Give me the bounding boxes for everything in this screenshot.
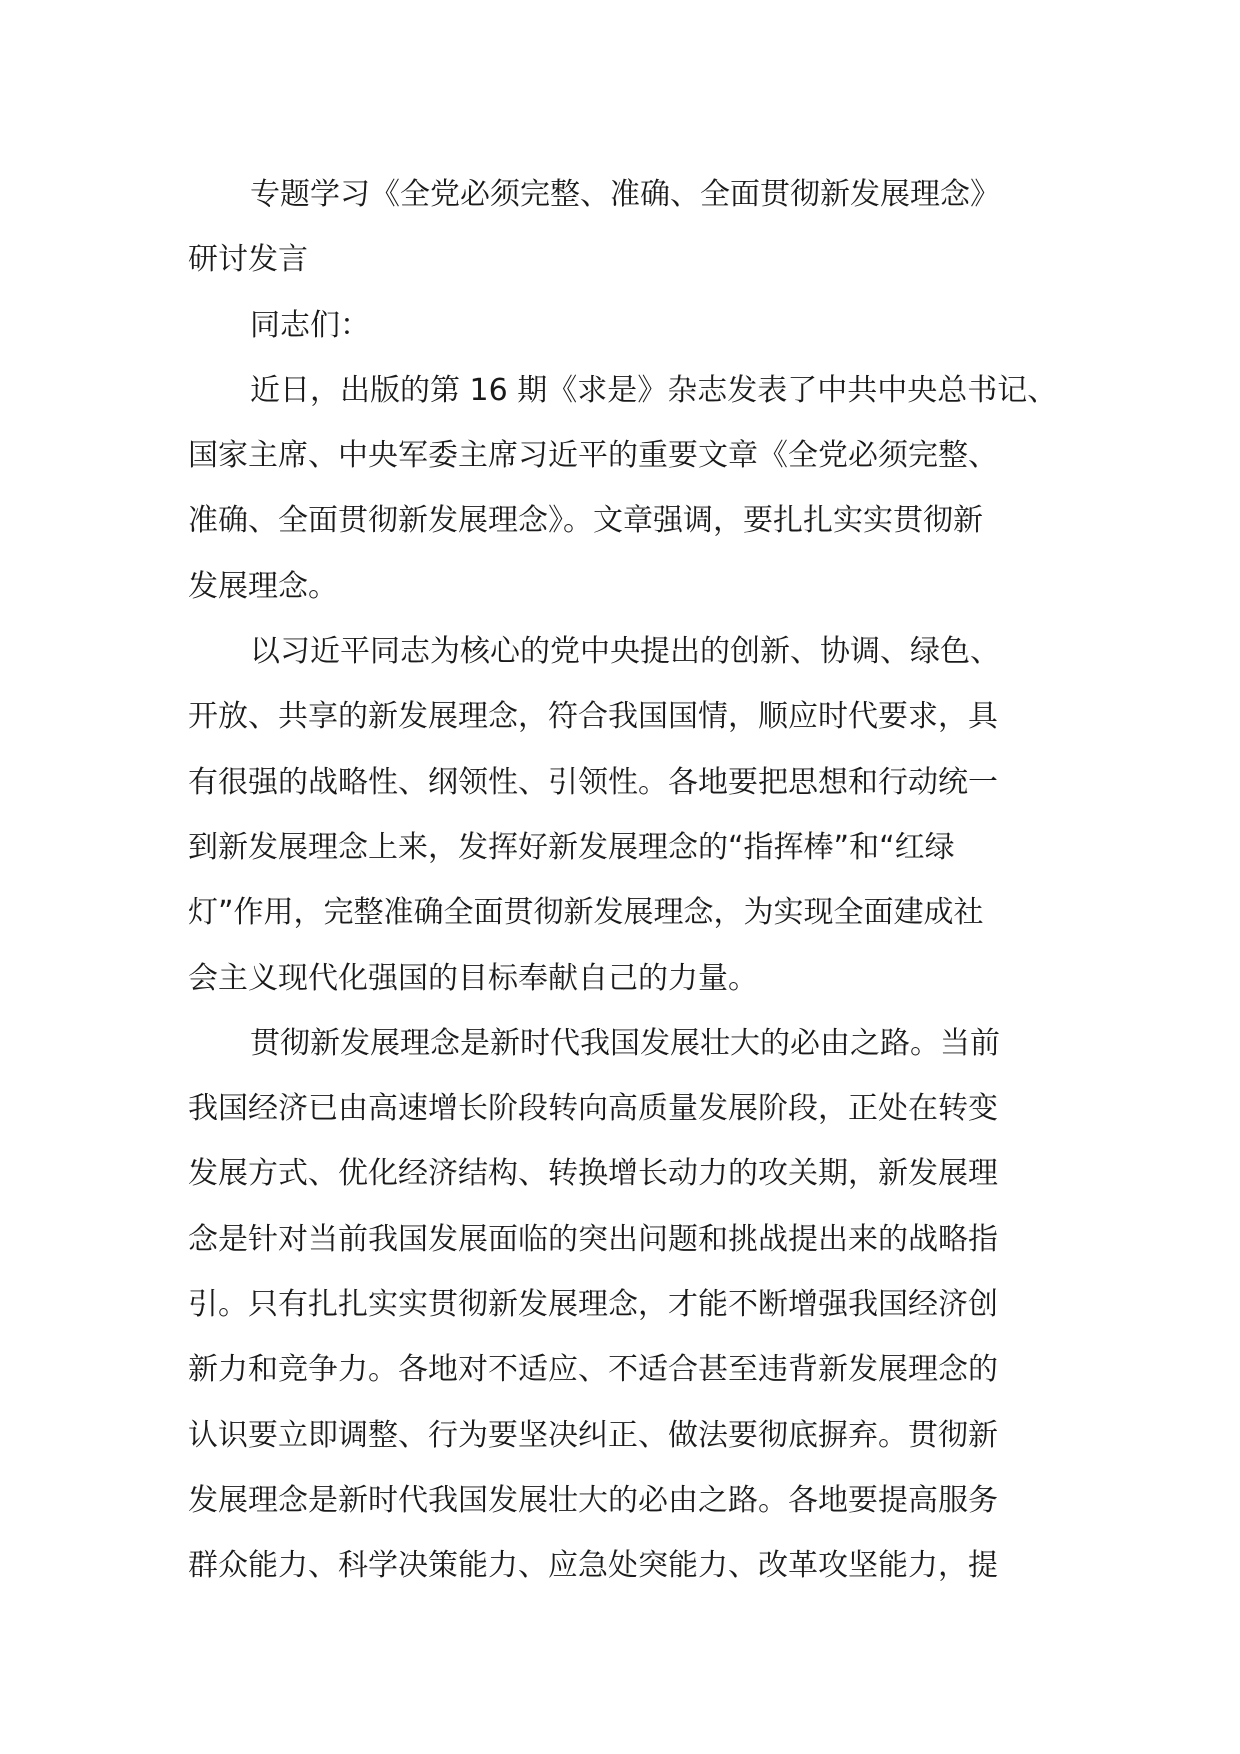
paragraph-1-line-1: 近日，出版的第 16 期《求是》杂志发表了中共中央总书记、 xyxy=(250,372,1058,408)
paragraph-3-line-1: 贯彻新发展理念是新时代我国发展壮大的必由之路。当前 xyxy=(250,1025,1000,1061)
title-line-2: 研讨发言 xyxy=(188,242,308,278)
paragraph-2-line-3: 有很强的战略性、纲领性、引领性。各地要把思想和行动统一 xyxy=(188,764,998,800)
paragraph-3-line-5: 引。只有扎扎实实贯彻新发展理念，才能不断增强我国经济创 xyxy=(188,1287,998,1323)
paragraph-2-line-5: 灯”作用，完整准确全面贯彻新发展理念，为实现全面建成社 xyxy=(188,895,984,931)
paragraph-2-line-1: 以习近平同志为核心的党中央提出的创新、协调、绿色、 xyxy=(250,634,1000,670)
paragraph-3-line-7: 认识要立即调整、行为要坚决纠正、做法要彻底摒弃。贯彻新 xyxy=(188,1417,998,1453)
paragraph-2-line-4: 到新发展理念上来，发挥好新发展理念的“指挥棒”和“红绿 xyxy=(188,829,955,865)
paragraph-2-line-2: 开放、共享的新发展理念，符合我国国情，顺应时代要求，具 xyxy=(188,699,998,735)
document-body xyxy=(188,162,1068,1599)
salutation: 同志们： xyxy=(250,307,370,343)
paragraph-3-line-8: 发展理念是新时代我国发展壮大的必由之路。各地要提高服务 xyxy=(188,1482,998,1518)
paragraph-1-line-4: 发展理念。 xyxy=(188,568,338,604)
paragraph-3-line-9: 群众能力、科学决策能力、应急处突能力、改革攻坚能力，提 xyxy=(188,1548,998,1584)
title-line-1: 专题学习《全党必须完整、准确、全面贯彻新发展理念》 xyxy=(250,177,1000,212)
paragraph-3-line-3: 发展方式、优化经济结构、转换增长动力的攻关期，新发展理 xyxy=(188,1156,998,1192)
paragraph-1-line-3: 准确、全面贯彻新发展理念》。文章强调，要扎扎实实贯彻新 xyxy=(188,503,983,539)
paragraph-3-line-2: 我国经济已由高速增长阶段转向高质量发展阶段，正处在转变 xyxy=(188,1091,998,1127)
paragraph-3-line-4: 念是针对当前我国发展面临的突出问题和挑战提出来的战略指 xyxy=(188,1221,998,1257)
paragraph-1-line-2: 国家主席、中央军委主席习近平的重要文章《全党必须完整、 xyxy=(188,438,998,474)
paragraph-2-line-6: 会主义现代化强国的目标奉献自己的力量。 xyxy=(188,960,758,996)
paragraph-3-line-6: 新力和竞争力。各地对不适应、不适合甚至违背新发展理念的 xyxy=(188,1352,998,1388)
